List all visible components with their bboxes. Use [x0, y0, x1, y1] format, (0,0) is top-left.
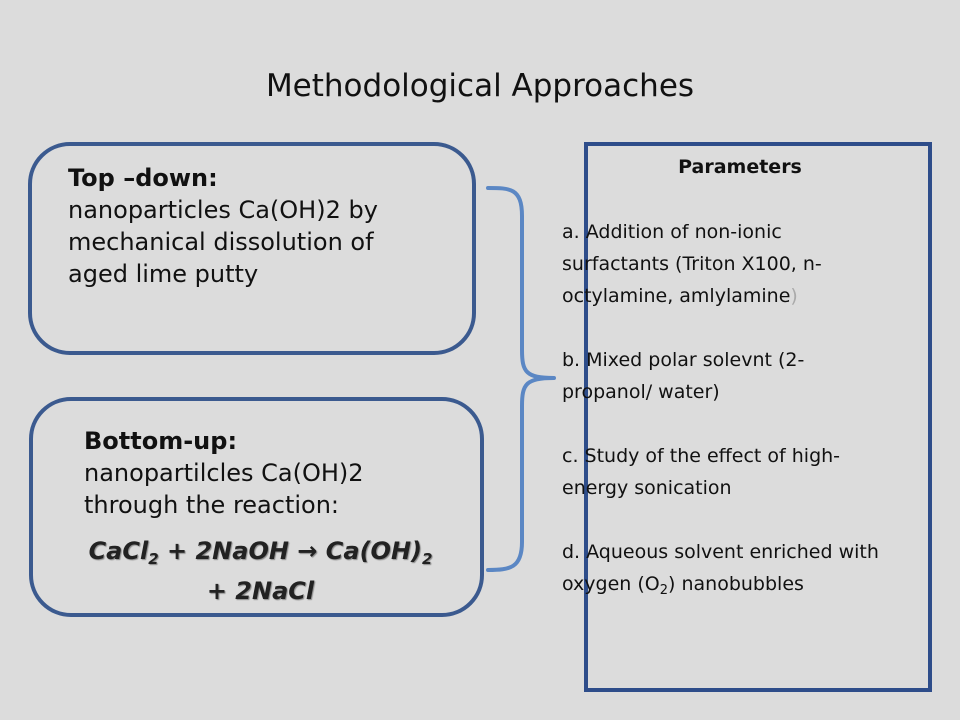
parameter-item-a: [562, 216, 892, 312]
parameter-a-text: a. Addition of non-ionic surfactants (Triton X100, n-octylamine, amlylamine: [562, 221, 822, 307]
parameters-title: Parameters: [678, 156, 802, 178]
parameter-c-text: c. Study of the effect of high-energy sonication: [562, 445, 841, 499]
parameter-b-text: b. Mixed polar solevnt (2-propanol/ water): [562, 349, 805, 403]
reaction-sub-1: 2: [148, 550, 159, 568]
reaction-part-1: CaCl: [88, 537, 149, 565]
parameter-d-text-before: d. Aqueous solvent enriched with oxygen (O: [562, 541, 879, 595]
bottom-up-heading: Bottom-up:: [84, 427, 238, 455]
top-down-heading: Top –down:: [68, 164, 218, 192]
bottom-up-box: [29, 397, 484, 617]
reaction-part-3: + 2NaCl: [206, 577, 315, 605]
brace-path: [488, 188, 554, 570]
bottom-up-text: nanopartilcles Ca(OH)2 through the reaction:: [84, 459, 364, 519]
parameter-d-sub: 2: [659, 583, 669, 598]
reaction-equation: [33, 535, 488, 607]
top-down-box: [28, 142, 476, 355]
parameter-item-c: [562, 440, 892, 504]
top-down-text: nanoparticles Ca(OH)2 by mechanical dissolution of aged lime putty: [68, 196, 378, 288]
top-down-content: [68, 162, 424, 290]
parameter-a-tail: ): [790, 285, 798, 307]
reaction-sub-2: 2: [422, 550, 433, 568]
parameter-d-text-after: ) nanobubbles: [668, 573, 804, 595]
parameter-item-d: [562, 536, 892, 607]
parameter-item-b: [562, 344, 892, 408]
bottom-up-content: [84, 425, 414, 521]
parameters-list: [562, 216, 892, 639]
slide-title: Methodological Approaches: [265, 68, 695, 104]
reaction-part-2: + 2NaOH → Ca(OH): [158, 537, 422, 565]
